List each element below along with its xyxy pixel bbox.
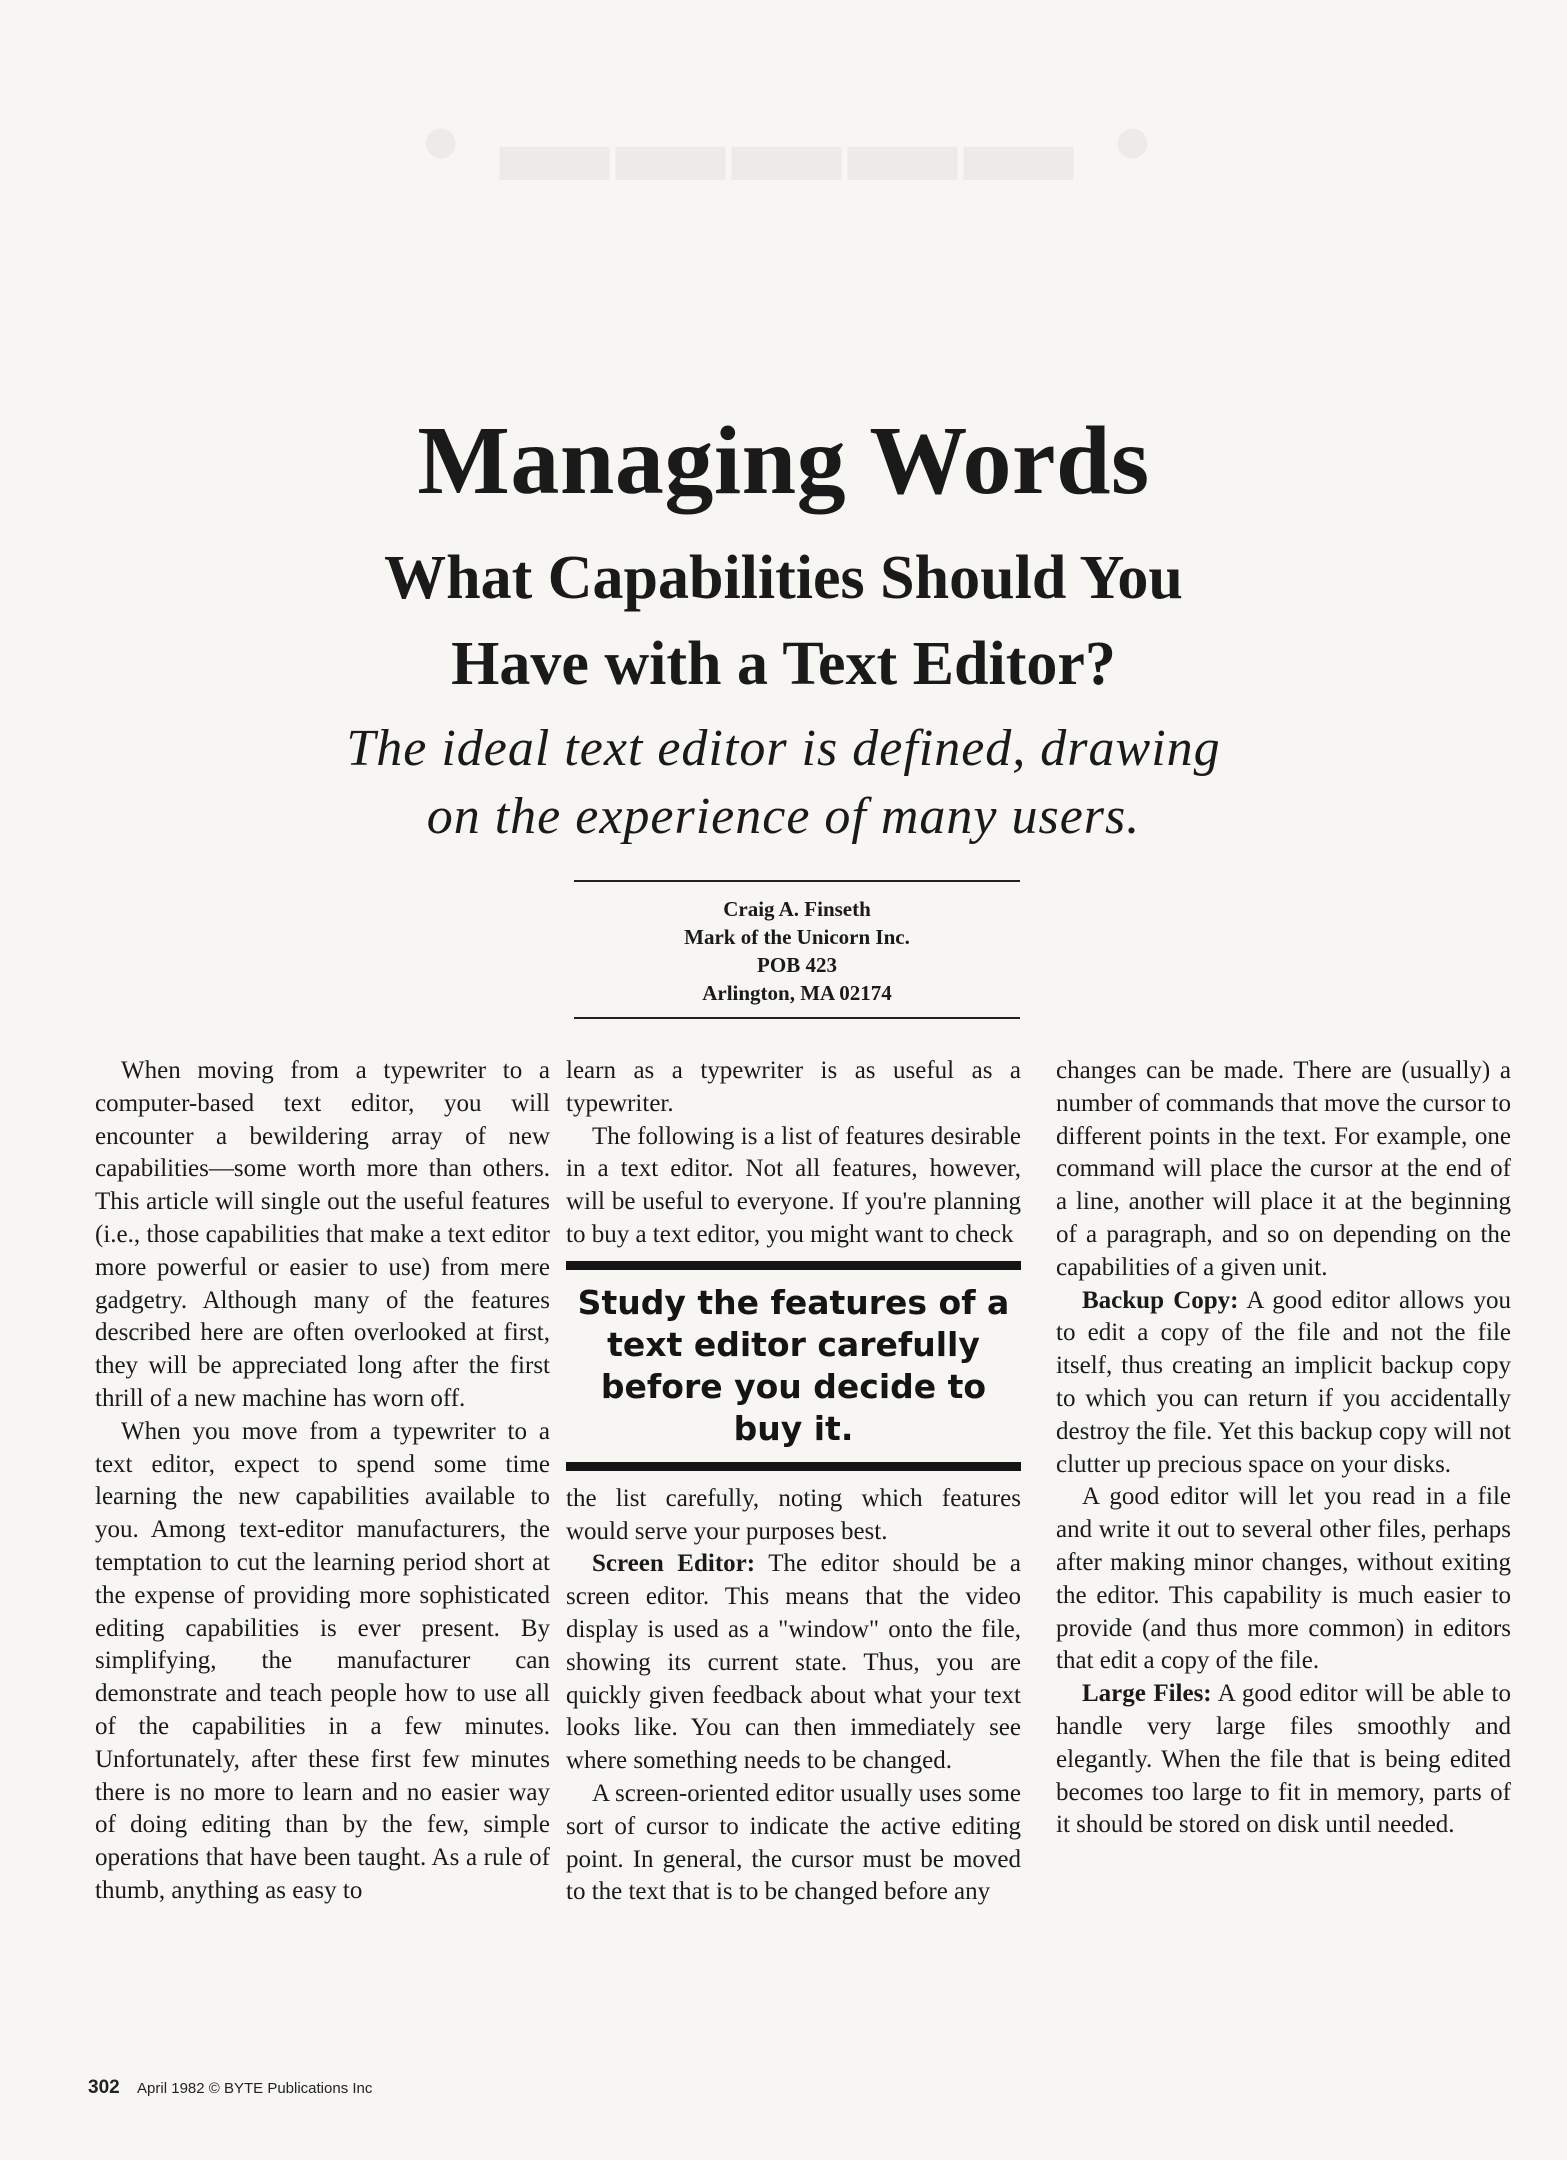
- paragraph: changes can be made. There are (usually) a number of commands that move the cursor to different points in the text. For example, one command will place the cursor at the end of a line, another will place it at the beginning of a paragraph, and so on depending on the capabilities of a given unit.: [1056, 1057, 1511, 1281]
- section-lead-backup-copy: Backup Copy:: [1082, 1286, 1239, 1314]
- paragraph-text: The editor should be a screen editor. This means that the video display is used as a "window" onto the file, showing its current state. Thus, you are quickly given feedback about what your text looks like. You can then immediately see where something needs to be changed.: [566, 1550, 1021, 1775]
- article-deck: [0, 715, 1567, 851]
- author-address: POB 423: [757, 953, 837, 977]
- paragraph: When you move from a typewriter to a text editor, expect to spend some time learning the new capabilities available to you. Among text-editor manufacturers, the temptation to cut the learning period short at the expense of providing more sophisticated editing capabilities is ever present. By simplifying, the manufacturer can demonstrate and teach people how to use all of the capabilities in a few minutes. Unfortunately, after these first few minutes there is no more to learn and no easier way of doing editing than by the few, simple operations that have been taught. As a rule of thumb, anything as easy to: [95, 1417, 550, 1904]
- article-subtitle: [0, 535, 1567, 707]
- subtitle-line-2: Have with a Text Editor?: [451, 630, 1116, 698]
- section-lead-large-files: Large Files:: [1082, 1680, 1212, 1708]
- subtitle-line-1: What Capabilities Should You: [384, 544, 1183, 612]
- paragraph: learn as a typewriter is as useful as a typewriter.: [566, 1057, 1021, 1117]
- paragraph: the list carefully, noting which features would serve your purposes best.: [566, 1484, 1021, 1545]
- paragraph: [1056, 1285, 1511, 1482]
- paragraph: A screen-oriented editor usually uses some sort of cursor to indicate the active editing point. In general, the cursor must be moved to the text that is to be changed before any: [566, 1779, 1021, 1906]
- pull-quote: Study the features of a text editor carefully before you decide to buy it.: [566, 1261, 1021, 1471]
- paragraph: A good editor will let you read in a file and write it out to several other files, perhaps after making minor changes, without exiting the editor. This capability is much easier to provide (and thus more common) in editors that edit a copy of the file.: [1056, 1483, 1511, 1675]
- paragraph: [1056, 1678, 1511, 1842]
- body-column-3: [1056, 1055, 1511, 1842]
- author-byline: [574, 880, 1020, 1019]
- paragraph: [566, 1548, 1021, 1778]
- deck-line-1: The ideal text editor is defined, drawing: [346, 720, 1221, 777]
- body-column-2: [566, 1055, 1021, 1909]
- author-name: Craig A. Finseth: [723, 897, 871, 921]
- author-company: Mark of the Unicorn Inc.: [684, 925, 910, 949]
- issue-line: April 1982 © BYTE Publications Inc: [137, 2080, 373, 2097]
- article-title: Managing Words: [417, 407, 1150, 515]
- page-number: 302: [88, 2077, 120, 2098]
- deck-line-2: on the experience of many users.: [426, 788, 1141, 845]
- paragraph-text: A good editor allows you to edit a copy of the file and not the file itself, thus creating an implicit backup copy to which you can return if you accidentally destroy the file. Yet this backup copy will not clutter up precious space on your disks.: [1056, 1286, 1512, 1478]
- section-lead-screen-editor: Screen Editor:: [592, 1550, 756, 1578]
- bleed-through-decoration: • ▬▬▬▬▬ •: [415, 82, 1152, 204]
- paragraph: The following is a list of features desirable in a text editor. Not all features, however, will be useful to everyone. If you're planning to buy a text editor, you might want to check: [566, 1122, 1021, 1248]
- paragraph-text: A good editor will be able to handle very large files smoothly and elegantly. When the file that is being edited becomes too large to fit in memory, parts of it should be stored on disk until needed.: [1056, 1680, 1511, 1839]
- author-city: Arlington, MA 02174: [702, 981, 892, 1005]
- paragraph: When moving from a typewriter to a computer-based text editor, you will encounter a bewildering array of new capabilities—some worth more than others. This article will single out the useful features (i.e., those capabilities that make a text editor more powerful or easier to use) from mere gadgetry. Although many of the features described here are often overlooked at first, they will be appreciated long after the first thrill of a new machine has worn off.: [95, 1057, 550, 1412]
- page-footer: [88, 2077, 372, 2099]
- body-column-1: [95, 1055, 550, 1908]
